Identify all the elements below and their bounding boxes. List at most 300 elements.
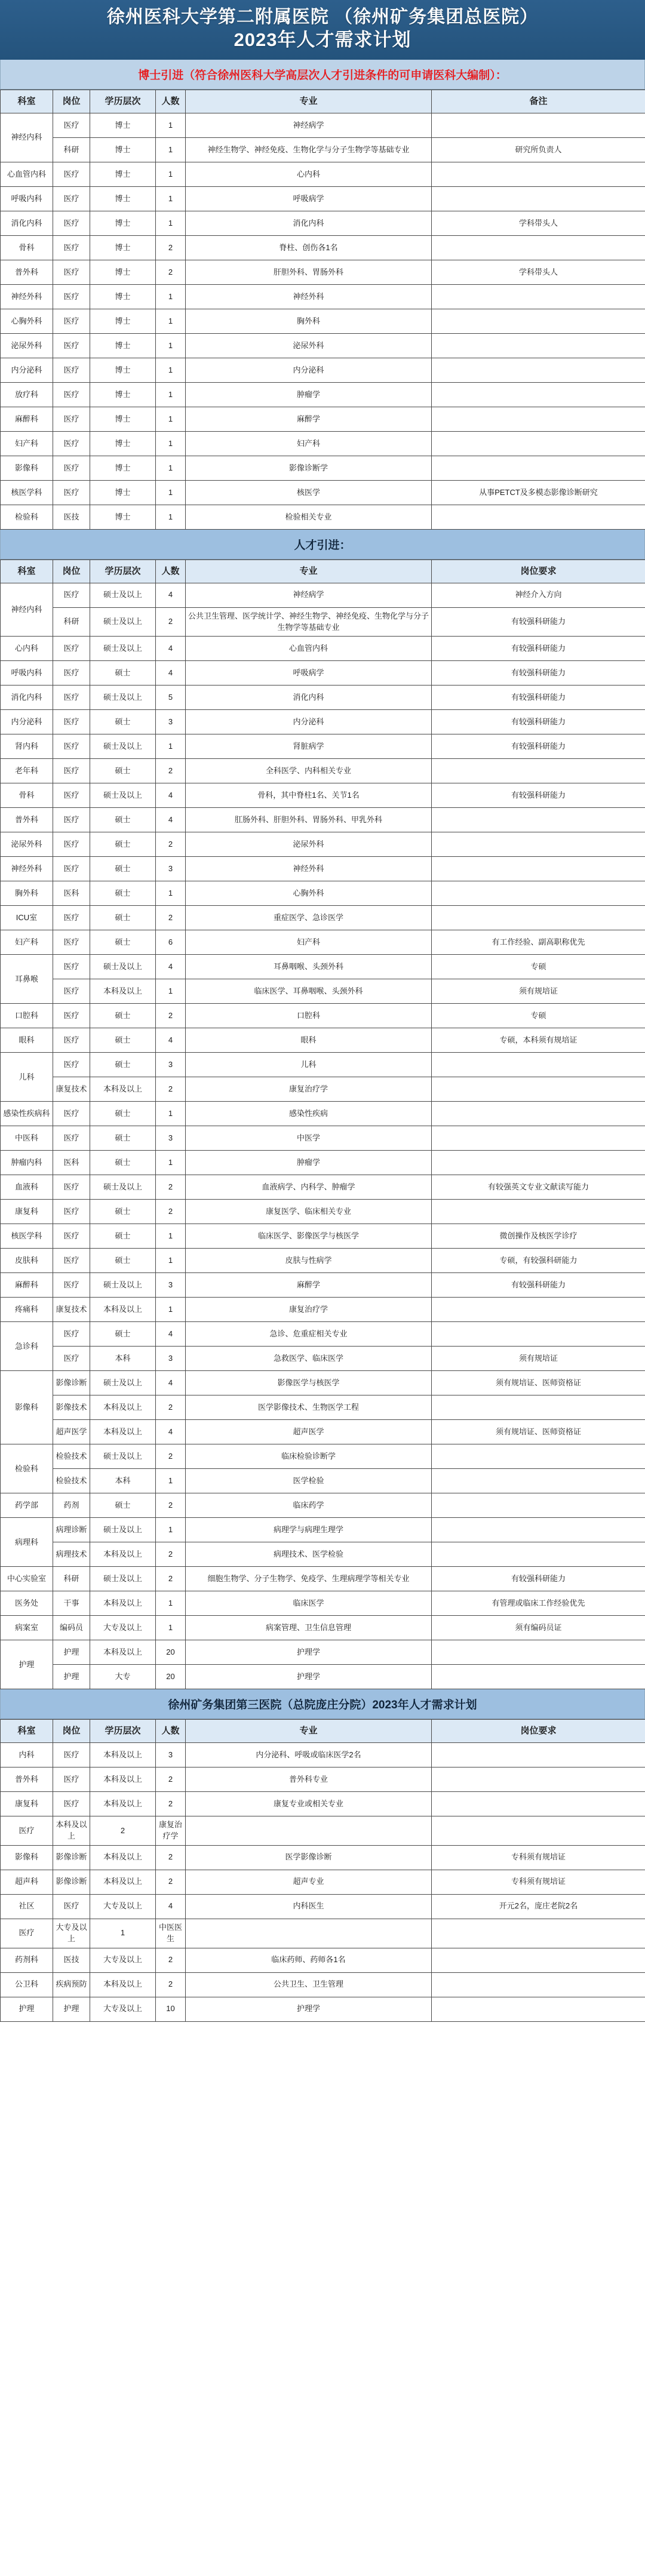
cell-count: 2 — [156, 1542, 186, 1567]
table-row — [1, 1126, 645, 1151]
cell-count: 4 — [156, 808, 186, 832]
cell-post: 医疗 — [53, 686, 90, 710]
cell-remark — [432, 1493, 645, 1518]
cell-count: 3 — [156, 1126, 186, 1151]
cell-education: 硕士及以上 — [90, 1518, 156, 1542]
cell-post: 医疗 — [53, 661, 90, 686]
cell-dept: 内科 — [1, 1743, 53, 1767]
table-row — [1, 1894, 645, 1919]
cell-education: 本科及以上 — [90, 1420, 156, 1444]
cell-post: 康复技术 — [53, 1298, 90, 1322]
cell-remark — [432, 383, 645, 407]
cell-count: 3 — [156, 1347, 186, 1371]
cell-remark — [432, 759, 645, 783]
cell-dept: 消化内科 — [1, 686, 53, 710]
cell-post: 疾病预防 — [53, 1972, 90, 1997]
cell-major: 泌尿外科 — [186, 334, 432, 358]
table-row — [1, 1792, 645, 1816]
cell-major: 临床药师、药师各1名 — [186, 1948, 432, 1972]
cell-dept: 神经内科 — [1, 583, 53, 637]
cell-post: 影像诊断 — [53, 1870, 90, 1894]
cell-major: 内分泌科、呼吸或临床医学2名 — [186, 1743, 432, 1767]
cell-dept: 肾内科 — [1, 734, 53, 759]
cell-education: 硕士 — [90, 832, 156, 857]
cell-education: 硕士 — [90, 759, 156, 783]
cell-major: 细胞生物学、分子生物学、免疫学、生理病理学等相关专业 — [186, 1567, 432, 1591]
cell-remark: 有较强科研能力 — [432, 710, 645, 734]
cell-post: 医疗 — [53, 383, 90, 407]
cell-post: 医疗 — [53, 1249, 90, 1273]
cell-post: 医疗 — [53, 1200, 90, 1224]
cell-post: 医疗 — [53, 955, 90, 979]
cell-remark — [432, 906, 645, 930]
cell-count: 4 — [156, 637, 186, 661]
cell-education: 硕士及以上 — [90, 1175, 156, 1200]
cell-remark — [432, 456, 645, 481]
cell-major: 影像医学与核医学 — [186, 1371, 432, 1395]
cell-remark — [432, 505, 645, 530]
cell-education: 硕士及以上 — [90, 583, 156, 607]
cell-remark: 开元2名，庞庄老院2名 — [432, 1894, 645, 1919]
cell-major: 骨科，其中脊柱1名、关节1名 — [186, 783, 432, 808]
cell-count: 4 — [156, 583, 186, 607]
cell-major: 核医学 — [186, 481, 432, 505]
cell-education: 硕士及以上 — [90, 686, 156, 710]
cell-major: 心胸外科 — [186, 881, 432, 906]
cell-education: 大专及以上 — [90, 1997, 156, 2021]
table-row — [1, 808, 645, 832]
table-row — [1, 583, 645, 607]
cell-count: 1 — [156, 734, 186, 759]
cell-major: 急救医学、临床医学 — [186, 1347, 432, 1371]
cell-dept: 超声科 — [1, 1870, 53, 1894]
cell-count: 2 — [156, 1395, 186, 1420]
cell-remark — [432, 1767, 645, 1792]
column-header-education: 学历层次 — [90, 1720, 156, 1743]
cell-major: 肝胆外科、胃肠外科 — [186, 260, 432, 285]
table-row — [1, 955, 645, 979]
table-row — [1, 1767, 645, 1792]
cell-count: 1 — [156, 481, 186, 505]
cell-post: 医疗 — [53, 1224, 90, 1249]
table-row — [1, 1591, 645, 1616]
cell-dept: 泌尿外科 — [1, 832, 53, 857]
cell-remark — [432, 1542, 645, 1567]
table-row — [1, 661, 645, 686]
cell-count: 3 — [156, 857, 186, 881]
cell-post: 医技 — [53, 505, 90, 530]
doctor-table-body — [1, 113, 645, 530]
cell-major: 医学检验 — [186, 1469, 432, 1493]
cell-major: 神经病学 — [186, 113, 432, 138]
cell-education: 硕士 — [90, 906, 156, 930]
cell-education: 硕士 — [90, 1151, 156, 1175]
cell-education: 博士 — [90, 236, 156, 260]
cell-major: 胸外科 — [186, 309, 432, 334]
cell-count: 1 — [156, 1469, 186, 1493]
cell-count: 3 — [156, 710, 186, 734]
table-row — [1, 1298, 645, 1322]
cell-remark: 有较强科研能力 — [432, 686, 645, 710]
table-row — [1, 637, 645, 661]
cell-dept: 神经外科 — [1, 285, 53, 309]
column-header-requirement: 岗位要求 — [432, 1720, 645, 1743]
cell-major: 肿瘤学 — [186, 1151, 432, 1175]
cell-dept: 老年科 — [1, 759, 53, 783]
cell-major: 内科医生 — [186, 1894, 432, 1919]
cell-education: 硕士及以上 — [90, 734, 156, 759]
cell-major: 中医学 — [186, 1126, 432, 1151]
cell-post: 医疗 — [53, 285, 90, 309]
cell-education: 本科及以上 — [90, 1591, 156, 1616]
cell-major: 妇产科 — [186, 432, 432, 456]
cell-count: 1 — [90, 1919, 156, 1948]
cell-post: 医疗 — [53, 456, 90, 481]
cell-dept: 检验科 — [1, 505, 53, 530]
table-row — [1, 1542, 645, 1567]
cell-remark — [432, 857, 645, 881]
cell-remark — [186, 1919, 432, 1948]
cell-dept: ICU室 — [1, 906, 53, 930]
cell-remark — [432, 432, 645, 456]
cell-post: 科研 — [53, 607, 90, 637]
cell-count: 6 — [156, 930, 186, 955]
cell-dept: 口腔科 — [1, 1004, 53, 1028]
cell-remark: 有较强科研能力 — [432, 1567, 645, 1591]
cell-education: 硕士 — [90, 1224, 156, 1249]
cell-count: 1 — [156, 432, 186, 456]
table-row — [1, 930, 645, 955]
cell-education: 本科及以上 — [90, 1972, 156, 1997]
cell-remark: 专硕，有较强科研能力 — [432, 1249, 645, 1273]
cell-post: 医疗 — [53, 1894, 90, 1919]
cell-dept: 骨科 — [1, 783, 53, 808]
cell-education: 博士 — [90, 407, 156, 432]
cell-dept: 普外科 — [1, 808, 53, 832]
cell-dept: 泌尿外科 — [1, 334, 53, 358]
cell-major: 神经生物学、神经免疫、生物化学与分子生物学等基础专业 — [186, 138, 432, 162]
table-row — [1, 1102, 645, 1126]
cell-dept: 麻醉科 — [1, 1273, 53, 1298]
doctor-recruitment-table — [0, 90, 645, 530]
cell-count: 1 — [156, 309, 186, 334]
table-row — [1, 1743, 645, 1767]
cell-count: 1 — [156, 1298, 186, 1322]
cell-remark — [186, 1816, 432, 1846]
cell-post: 医疗 — [53, 783, 90, 808]
cell-dept: 社区 — [1, 1894, 53, 1919]
cell-post: 检验技术 — [53, 1469, 90, 1493]
cell-post: 医疗 — [53, 309, 90, 334]
cell-major: 临床药学 — [186, 1493, 432, 1518]
cell-major: 心内科 — [186, 162, 432, 187]
cell-post: 医科 — [53, 881, 90, 906]
cell-remark — [432, 1743, 645, 1767]
cell-dept: 内分泌科 — [1, 358, 53, 383]
cell-major: 公共卫生、卫生管理 — [186, 1972, 432, 1997]
cell-remark — [432, 1298, 645, 1322]
cell-count: 2 — [156, 236, 186, 260]
cell-education: 本科及以上 — [90, 1845, 156, 1870]
cell-remark: 专科须有规培证 — [432, 1870, 645, 1894]
cell-education: 本科及以上 — [90, 1395, 156, 1420]
cell-dept: 影像科 — [1, 1371, 53, 1444]
table-row — [1, 734, 645, 759]
cell-major: 感染性疾病 — [186, 1102, 432, 1126]
column-header-education: 学历层次 — [90, 90, 156, 113]
cell-education: 大专及以上 — [90, 1894, 156, 1919]
cell-dept: 普外科 — [1, 1767, 53, 1792]
table-row — [1, 979, 645, 1004]
cell-remark — [432, 1640, 645, 1665]
cell-dept: 核医学科 — [1, 481, 53, 505]
cell-education: 大专及以上 — [90, 1616, 156, 1640]
cell-dept: 妇产科 — [1, 930, 53, 955]
cell-education: 本科及以上 — [90, 1743, 156, 1767]
cell-education: 本科及以上 — [90, 1298, 156, 1322]
cell-post: 医疗 — [53, 358, 90, 383]
column-header-remark: 备注 — [432, 90, 645, 113]
cell-count: 4 — [156, 1371, 186, 1395]
table-row — [1, 309, 645, 334]
table-row — [1, 607, 645, 637]
cell-count: 4 — [156, 955, 186, 979]
table-row — [1, 1997, 645, 2021]
cell-education: 硕士及以上 — [90, 607, 156, 637]
cell-post: 医疗 — [53, 236, 90, 260]
cell-remark — [432, 1665, 645, 1689]
cell-count: 1 — [156, 138, 186, 162]
cell-major: 病案管理、卫生信息管理 — [186, 1616, 432, 1640]
cell-count: 3 — [156, 1273, 186, 1298]
table-row — [1, 481, 645, 505]
cell-post: 科研 — [53, 138, 90, 162]
cell-post: 医疗 — [53, 1028, 90, 1053]
cell-count: 2 — [156, 759, 186, 783]
cell-remark — [432, 162, 645, 187]
cell-major: 临床医学、影像医学与核医学 — [186, 1224, 432, 1249]
cell-post: 医疗 — [1, 1919, 53, 1948]
table-row — [1, 710, 645, 734]
cell-education: 硕士 — [90, 1053, 156, 1077]
cell-major: 临床检验诊断学 — [186, 1444, 432, 1469]
cell-major: 超声医学 — [186, 1420, 432, 1444]
cell-count: 20 — [156, 1665, 186, 1689]
cell-remark — [432, 1077, 645, 1102]
cell-major: 护理学 — [186, 1997, 432, 2021]
table-row — [1, 1444, 645, 1469]
cell-remark: 须有规培证 — [432, 979, 645, 1004]
table-row — [1, 1028, 645, 1053]
column-header-post: 岗位 — [53, 560, 90, 583]
cell-remark — [432, 881, 645, 906]
cell-education: 硕士及以上 — [90, 1371, 156, 1395]
cell-remark: 微创操作及核医学诊疗 — [432, 1224, 645, 1249]
cell-education: 硕士及以上 — [90, 1444, 156, 1469]
table-row — [1, 1870, 645, 1894]
cell-remark — [432, 1322, 645, 1347]
cell-post: 医疗 — [53, 759, 90, 783]
cell-dept: 中心实验室 — [1, 1567, 53, 1591]
cell-remark: 有较强科研能力 — [432, 637, 645, 661]
cell-count: 2 — [156, 1175, 186, 1200]
table-row — [1, 456, 645, 481]
cell-post: 影像诊断 — [53, 1845, 90, 1870]
cell-post: 医疗 — [53, 1126, 90, 1151]
cell-education: 博士 — [90, 358, 156, 383]
cell-dept: 儿科 — [1, 1053, 53, 1102]
cell-education: 博士 — [90, 309, 156, 334]
cell-remark: 有较强英文专业文献读写能力 — [432, 1175, 645, 1200]
cell-remark — [432, 285, 645, 309]
cell-dept: 麻醉科 — [1, 407, 53, 432]
cell-major: 中医医生 — [156, 1919, 186, 1948]
cell-remark — [432, 1948, 645, 1972]
table-row — [1, 1395, 645, 1420]
column-header-post: 岗位 — [53, 90, 90, 113]
cell-dept: 普外科 — [1, 260, 53, 285]
cell-education: 本科及以上 — [90, 1767, 156, 1792]
cell-post: 医疗 — [53, 979, 90, 1004]
table-row — [1, 1224, 645, 1249]
cell-count: 2 — [156, 1444, 186, 1469]
cell-post: 影像技术 — [53, 1395, 90, 1420]
cell-remark — [432, 1792, 645, 1816]
cell-dept: 胸外科 — [1, 881, 53, 906]
cell-post: 医疗 — [53, 432, 90, 456]
cell-count: 2 — [156, 1767, 186, 1792]
cell-major: 康复治疗学 — [186, 1077, 432, 1102]
cell-major: 神经外科 — [186, 857, 432, 881]
cell-count: 4 — [156, 1420, 186, 1444]
cell-major: 内分泌科 — [186, 710, 432, 734]
cell-post: 医疗 — [53, 906, 90, 930]
table-row — [1, 1493, 645, 1518]
cell-dept: 公卫科 — [1, 1972, 53, 1997]
cell-count: 2 — [156, 832, 186, 857]
cell-post: 护理 — [53, 1997, 90, 2021]
cell-remark: 专硕 — [432, 1004, 645, 1028]
talent-recruitment-table — [0, 560, 645, 1689]
cell-count: 2 — [156, 1845, 186, 1870]
table-row — [1, 1469, 645, 1493]
cell-dept: 病案室 — [1, 1616, 53, 1640]
cell-education: 博士 — [90, 456, 156, 481]
cell-education: 本科及以上 — [90, 1077, 156, 1102]
cell-post: 医疗 — [53, 211, 90, 236]
table-row — [1, 407, 645, 432]
cell-post: 医疗 — [53, 1053, 90, 1077]
cell-remark — [432, 1972, 645, 1997]
cell-dept: 心内科 — [1, 637, 53, 661]
cell-education: 本科及以上 — [90, 1792, 156, 1816]
cell-remark — [432, 1518, 645, 1542]
cell-major: 超声专业 — [186, 1870, 432, 1894]
cell-post: 检验技术 — [53, 1444, 90, 1469]
cell-remark — [432, 808, 645, 832]
cell-remark — [432, 1102, 645, 1126]
cell-dept: 病理科 — [1, 1518, 53, 1567]
cell-count: 10 — [156, 1997, 186, 2021]
cell-dept: 影像科 — [1, 456, 53, 481]
cell-remark — [432, 113, 645, 138]
cell-dept: 影像科 — [1, 1845, 53, 1870]
table-row — [1, 334, 645, 358]
banner-title-line1: 徐州医科大学第二附属医院 （徐州矿务集团总医院） — [106, 7, 539, 27]
cell-remark: 专硕，本科须有规培证 — [432, 1028, 645, 1053]
cell-education: 硕士 — [90, 1126, 156, 1151]
cell-dept: 内分泌科 — [1, 710, 53, 734]
cell-post: 医疗 — [53, 1792, 90, 1816]
cell-count: 1 — [156, 1518, 186, 1542]
cell-dept: 药剂科 — [1, 1948, 53, 1972]
cell-post: 医疗 — [53, 583, 90, 607]
cell-major: 肛肠外科、肝胆外科、胃肠外科、甲乳外科 — [186, 808, 432, 832]
table-row — [1, 187, 645, 211]
cell-education: 博士 — [90, 432, 156, 456]
table-row — [1, 358, 645, 383]
cell-major: 肿瘤学 — [186, 383, 432, 407]
cell-count: 4 — [156, 1894, 186, 1919]
cell-education: 硕士 — [90, 1322, 156, 1347]
cell-education: 博士 — [90, 260, 156, 285]
cell-education: 硕士 — [90, 930, 156, 955]
cell-dept: 康复科 — [1, 1200, 53, 1224]
cell-education: 博士 — [90, 211, 156, 236]
cell-major: 普外科专业 — [186, 1767, 432, 1792]
cell-post: 科研 — [53, 1567, 90, 1591]
cell-major: 临床医学、耳鼻咽喉、头颈外科 — [186, 979, 432, 1004]
cell-remark: 有较强科研能力 — [432, 1273, 645, 1298]
cell-post: 干事 — [53, 1591, 90, 1616]
cell-major: 护理学 — [186, 1640, 432, 1665]
cell-education: 博士 — [90, 481, 156, 505]
cell-post: 医技 — [53, 1948, 90, 1972]
cell-education: 本科及以上 — [90, 1542, 156, 1567]
cell-post: 医疗 — [53, 637, 90, 661]
banner-title-line2: 2023年人才需求计划 — [234, 29, 411, 50]
cell-major: 消化内科 — [186, 211, 432, 236]
cell-dept: 医务处 — [1, 1591, 53, 1616]
cell-post: 医疗 — [53, 1102, 90, 1126]
cell-post: 医疗 — [53, 187, 90, 211]
cell-dept: 感染性疾病科 — [1, 1102, 53, 1126]
cell-major: 影像诊断学 — [186, 456, 432, 481]
cell-education: 博士 — [90, 187, 156, 211]
cell-remark — [432, 236, 645, 260]
cell-education: 硕士 — [90, 1249, 156, 1273]
cell-remark — [432, 334, 645, 358]
cell-remark: 有较强科研能力 — [432, 783, 645, 808]
cell-count: 4 — [156, 1322, 186, 1347]
cell-post: 医疗 — [53, 1273, 90, 1298]
cell-dept: 肿瘤内科 — [1, 1151, 53, 1175]
cell-count: 1 — [156, 211, 186, 236]
cell-dept: 消化内科 — [1, 211, 53, 236]
cell-dept: 护理 — [1, 1640, 53, 1689]
table-row — [1, 138, 645, 162]
cell-remark — [432, 309, 645, 334]
cell-dept: 急诊科 — [1, 1322, 53, 1371]
cell-post: 医疗 — [53, 1175, 90, 1200]
cell-dept: 检验科 — [1, 1444, 53, 1493]
cell-education: 博士 — [90, 285, 156, 309]
cell-remark — [432, 187, 645, 211]
cell-count: 2 — [156, 1567, 186, 1591]
cell-count: 2 — [156, 1077, 186, 1102]
section-header-talent-recruitment: 人才引进： — [0, 530, 645, 560]
cell-post: 编码员 — [53, 1616, 90, 1640]
